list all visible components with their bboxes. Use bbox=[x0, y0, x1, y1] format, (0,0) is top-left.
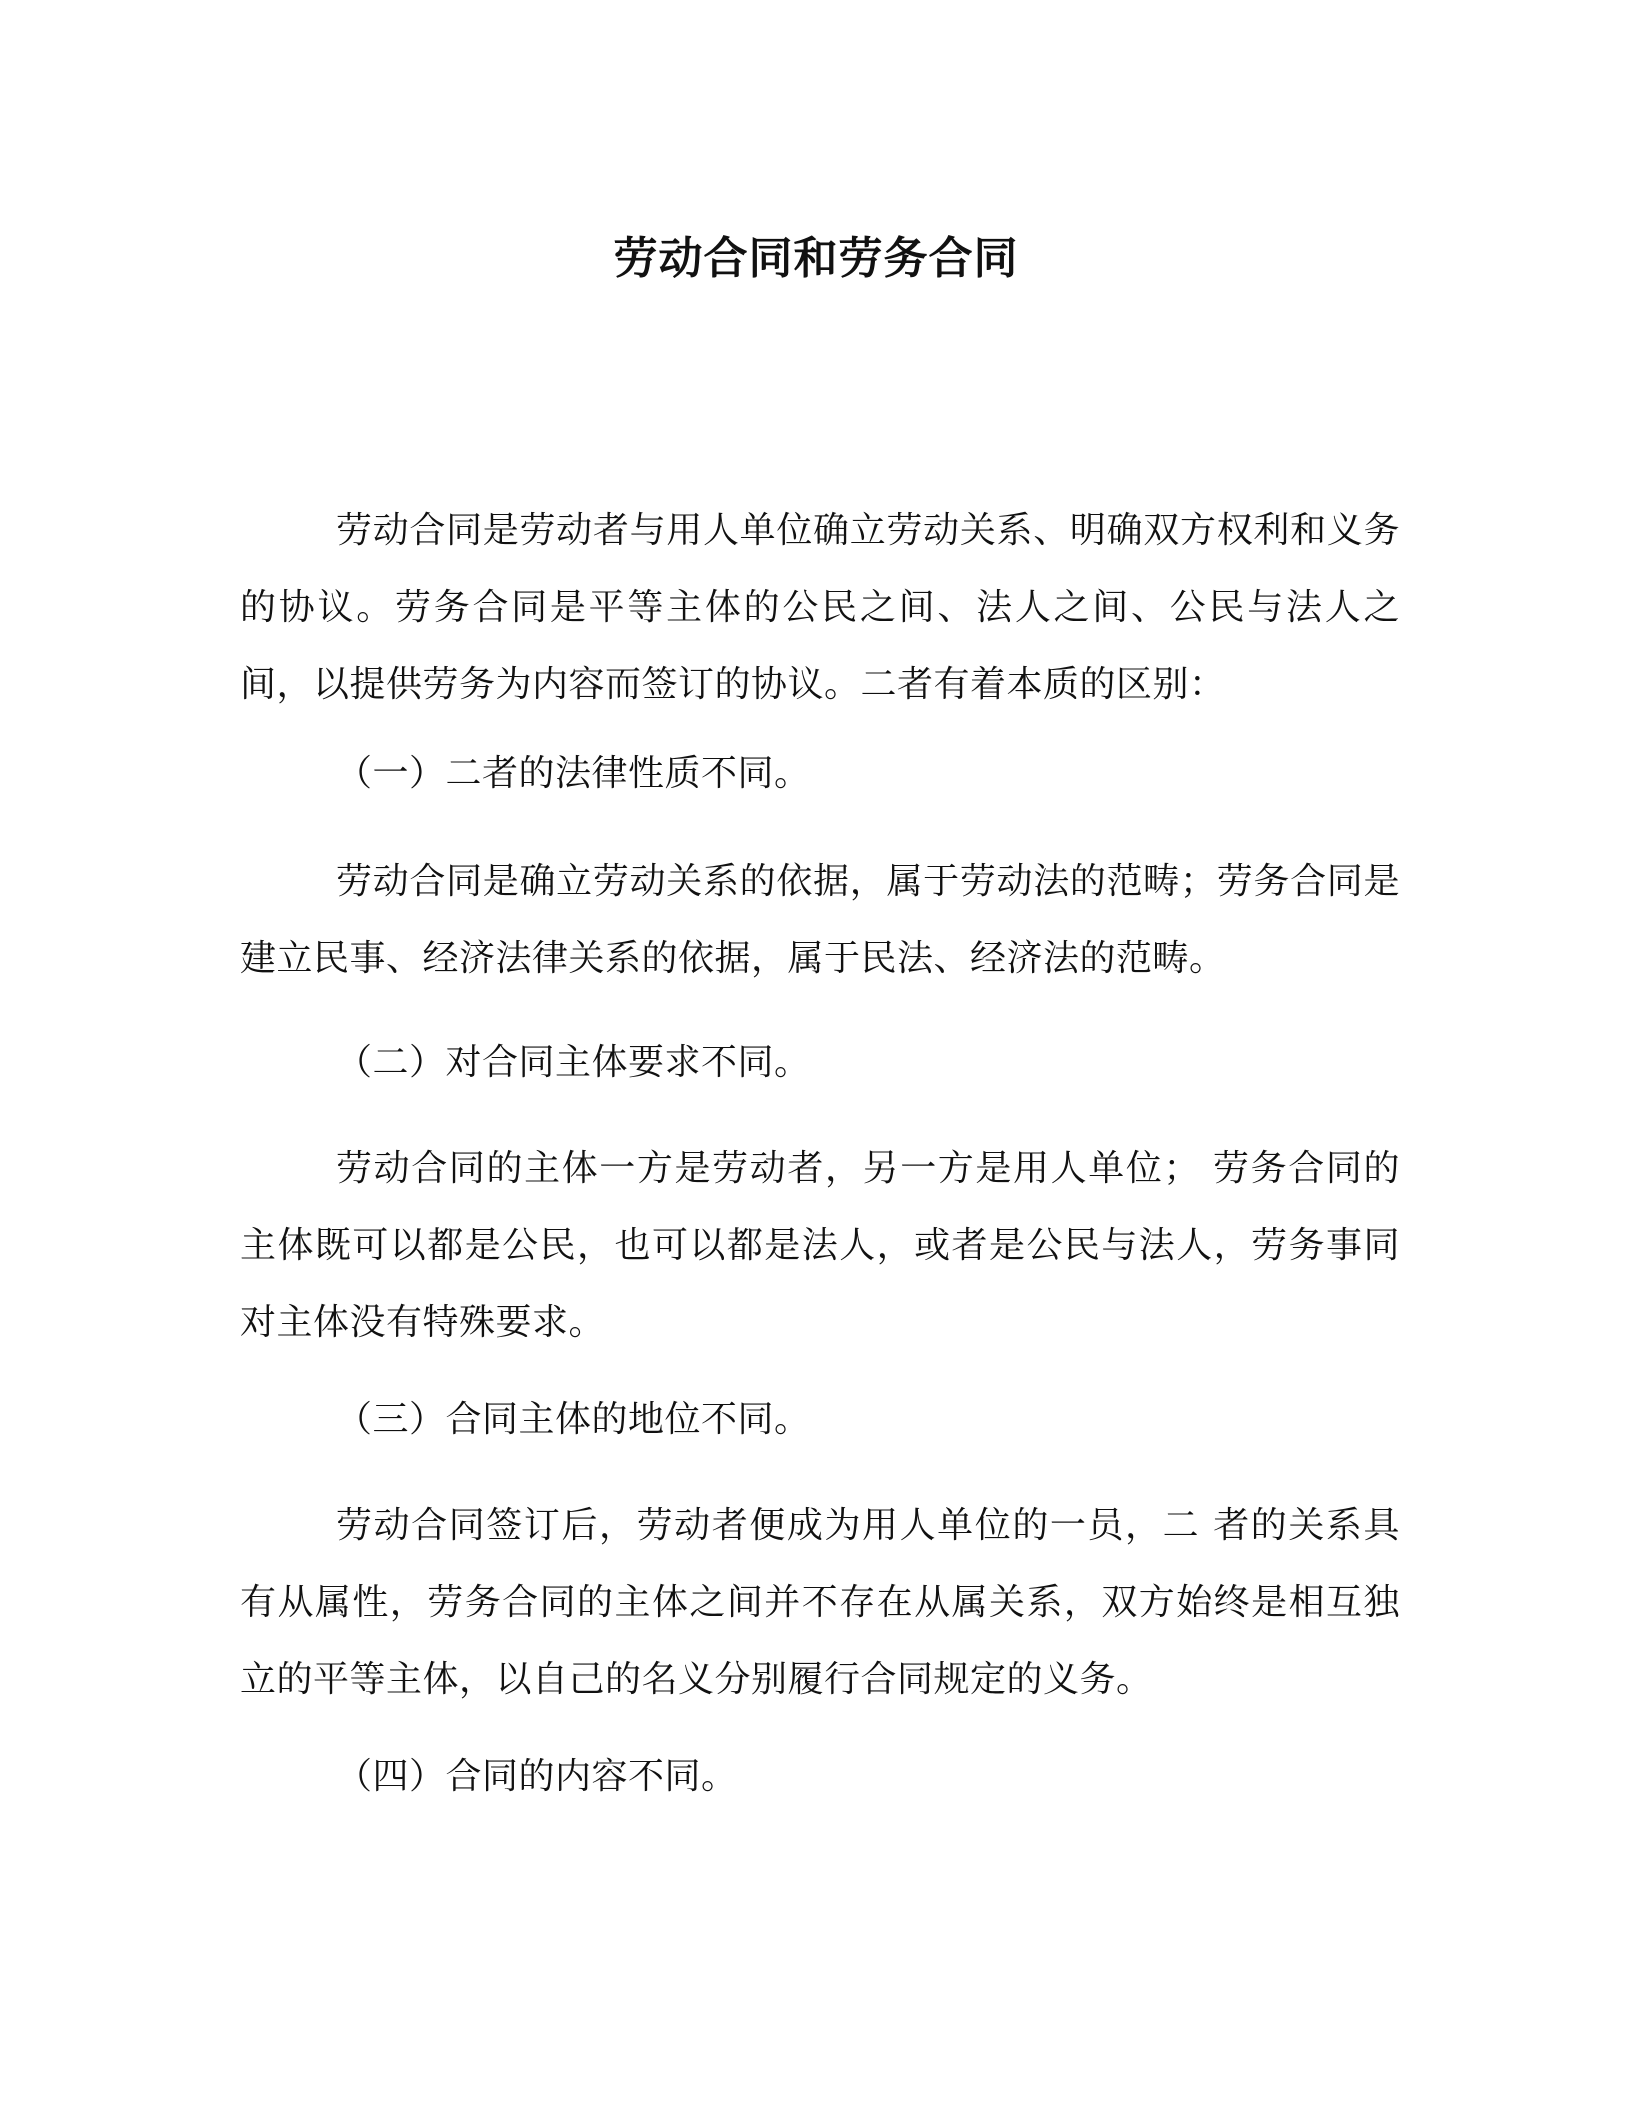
document-body-section-3-heading bbox=[240, 1381, 1400, 1458]
document-body-section-2 bbox=[240, 1130, 1400, 1361]
document-body bbox=[240, 492, 1400, 723]
document-body-section-2-heading bbox=[240, 1024, 1400, 1101]
document-body-section-1 bbox=[240, 843, 1400, 997]
document-body-section-3 bbox=[240, 1487, 1400, 1718]
section-heading-1: （一）二者的法律性质不同。 bbox=[336, 753, 811, 794]
paragraph-subject-requirements: 劳动合同的主体一方是劳动者，另一方是用人单位； 劳务合同的主体既可以都是公民，也可以都是法人，或者是公民与法人，劳务事同对主体没有特殊要求。 bbox=[240, 1148, 1400, 1343]
section-heading-4: （四）合同的内容不同。 bbox=[336, 1756, 738, 1797]
paragraph-intro: 劳动合同是劳动者与用人单位确立劳动关系、明确双方权利和义务的协议。劳务合同是平等主体的公民之间、法人之间、公民与法人之间，以提供劳务为内容而签订的协议。二者有着本质的区别： bbox=[240, 510, 1400, 705]
document-body-section-4-heading bbox=[240, 1738, 1400, 1815]
paragraph-legal-nature: 劳动合同是确立劳动关系的依据，属于劳动法的范畴；劳务合同是建立民事、经济法律关系的依据，属于民法、经济法的范畴。 bbox=[240, 861, 1400, 979]
section-heading-3: （三）合同主体的地位不同。 bbox=[336, 1399, 811, 1440]
document-body-section-1-heading bbox=[240, 735, 1400, 812]
section-heading-2: （二）对合同主体要求不同。 bbox=[336, 1042, 811, 1083]
paragraph-subject-status: 劳动合同签订后，劳动者便成为用人单位的一员，二 者的关系具有从属性，劳务合同的主体之间并不存在从属关系，双方始终是相互独立的平等主体，以自己的名义分别履行合同规定的义务。 bbox=[240, 1505, 1400, 1700]
document-title: 劳动合同和劳务合同 bbox=[613, 233, 1019, 284]
